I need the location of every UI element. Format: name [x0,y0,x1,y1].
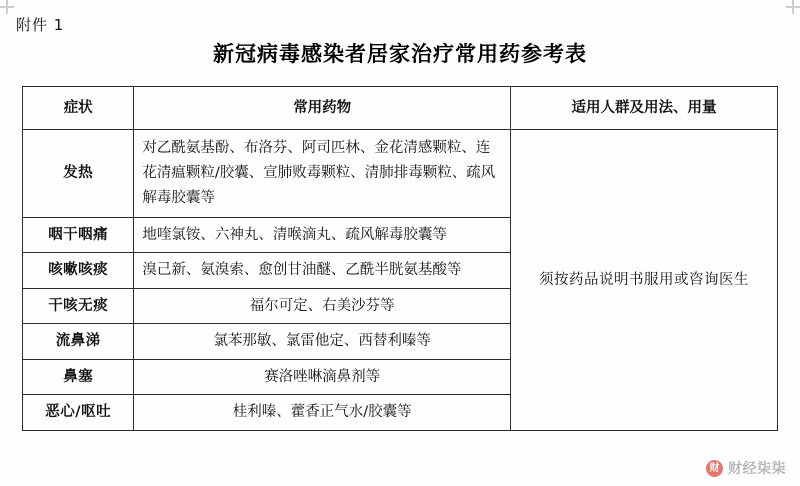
watermark [706,458,786,478]
crop-mark-top-left-vertical [6,0,8,14]
symptom-cell-dry-cough: 干咳无痰 [23,288,134,323]
column-header-symptom: 症状 [23,87,134,130]
medications-cell-nasal-congestion: 赛洛唑啉滴鼻剂等 [134,359,511,394]
column-header-usage: 适用人群及用法、用量 [511,87,778,130]
usage-instruction-cell: 须按药品说明书服用或咨询医生 [511,130,778,431]
watermark-badge-icon: 财 [706,460,723,477]
medications-cell-cough-phlegm: 溴己新、氨溴索、愈创甘油醚、乙酰半胱氨基酸等 [134,253,511,288]
medications-cell-sore-throat: 地喹氯铵、六神丸、清喉滴丸、疏风解毒胶囊等 [134,217,511,252]
medication-table-container [22,86,778,431]
symptom-cell-sore-throat: 咽干咽痛 [23,217,134,252]
attachment-label: 附件 1 [16,16,65,34]
symptom-cell-cough-phlegm: 咳嗽咳痰 [23,253,134,288]
symptom-cell-nausea-vomiting: 恶心/呕吐 [23,395,134,430]
page-title: 新冠病毒感染者居家治疗常用药参考表 [213,41,587,66]
medications-cell-runny-nose: 氯苯那敏、氯雷他定、西替利嗪等 [134,324,511,359]
table-header-row [23,87,778,130]
symptom-cell-nasal-congestion: 鼻塞 [23,359,134,394]
medications-cell-nausea-vomiting: 桂利嗪、藿香正气水/胶囊等 [134,395,511,430]
medications-cell-dry-cough: 福尔可定、右美沙芬等 [134,288,511,323]
column-header-medications: 常用药物 [134,87,511,130]
medications-cell-fever: 对乙酰氨基酚、布洛芬、阿司匹林、金花清感颗粒、连花清瘟颗粒/胶囊、宣肺败毒颗粒、清肺排毒颗粒、疏风解毒胶囊等 [134,130,511,218]
symptom-cell-runny-nose: 流鼻涕 [23,324,134,359]
medication-reference-table [22,86,778,431]
crop-mark-top-right-vertical [792,0,794,14]
table-row [23,130,778,218]
symptom-cell-fever: 发热 [23,130,134,218]
watermark-label: 财经柒柒 [728,461,786,477]
